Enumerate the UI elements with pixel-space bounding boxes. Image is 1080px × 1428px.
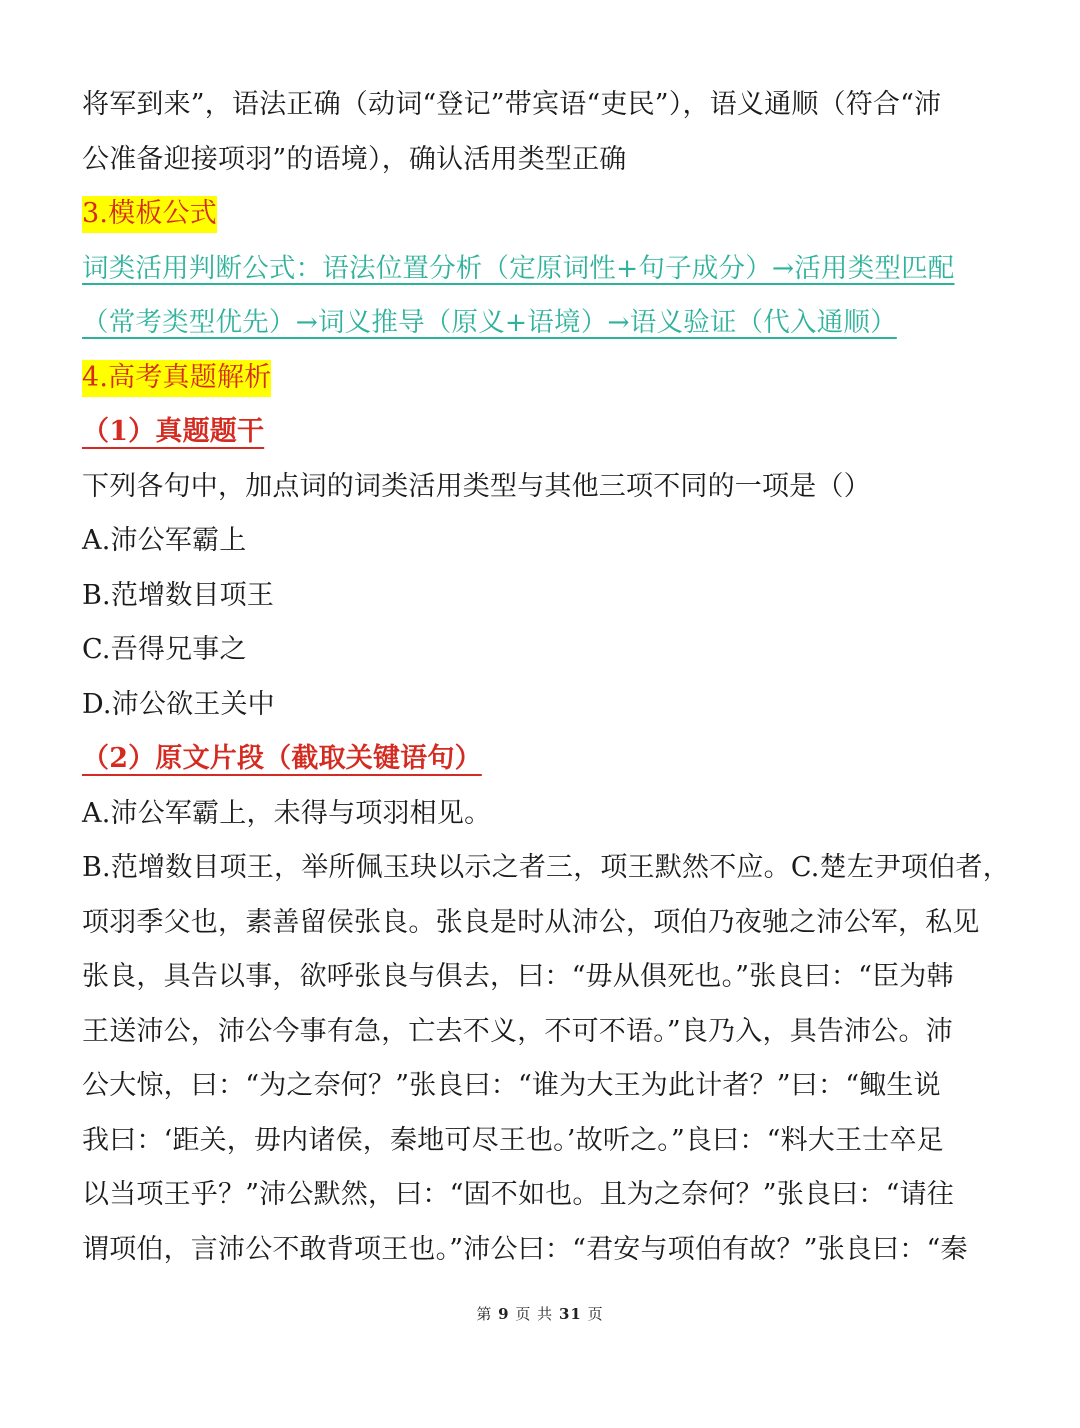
source-line: 谓项伯，言沛公不敢背项王也。”沛公曰：“君安与项伯有故？”张良曰：“秦: [82, 1233, 968, 1265]
section-3-heading: 3.模板公式: [82, 196, 217, 233]
option-d: D.沛公欲王关中: [82, 688, 275, 720]
source-line: B.范增数目项王，举所佩玉玦以示之者三，项王默然不应。C.楚左尹项伯者，: [82, 852, 1010, 883]
source-line: 我曰：‘距关，毋内诸侯，秦地可尽王也。’故听之。”良曰：“料大王士卒足: [82, 1124, 944, 1156]
source-line: 项羽季父也，素善留侯张良。张良是时从沛公，项伯乃夜驰之沛公军，私见: [82, 906, 980, 938]
source-heading-row: [82, 732, 1002, 787]
source-line: 以当项王乎？”沛公默然，曰：“固不如也。且为之奈何？”张良曰：“请往: [82, 1179, 955, 1210]
option-c: C.吾得兄事之: [82, 634, 247, 665]
section-4-heading: 4.高考真题解析: [82, 360, 271, 397]
footer-page-number: 9: [498, 1305, 510, 1323]
footer-suffix: 页: [587, 1305, 604, 1323]
footer-prefix: 第: [476, 1305, 493, 1323]
section-3-heading-row: [82, 187, 1002, 242]
question-stem: 下列各句中，加点词的词类活用类型与其他三项不同的一项是（）: [82, 470, 871, 502]
source-line: 王送沛公，沛公今事有急，亡去不义，不可不语。”良乃入，具告沛公。沛: [82, 1015, 953, 1047]
source-a: A.沛公军霸上，未得与项羽相见。: [82, 797, 492, 829]
section-4-heading-row: [82, 351, 1002, 406]
source-line: 公大惊，曰：“为之奈何？”张良曰：“谁为大王为此计者？”曰：“鲰生说: [82, 1070, 941, 1101]
option-a: A.沛公军霸上: [82, 525, 247, 556]
intro-line-2: 公准备迎接项羽”的语境），确认活用类型正确: [82, 143, 627, 175]
page-footer: [0, 1303, 1080, 1324]
footer-middle: 页 共: [515, 1305, 554, 1323]
question-heading: （1）真题题干: [82, 416, 265, 447]
source-heading: （2）原文片段（截取关键语句）: [82, 743, 482, 774]
source-line: 张良，具告以事，欲呼张良与俱去，曰：“毋从俱死也。”张良曰：“臣为韩: [82, 961, 954, 992]
document-page: [82, 78, 1010, 1277]
formula-line-2: （常考类型优先）→词义推导（原义+语境）→语义验证（代入通顺）: [82, 307, 897, 338]
footer-total-pages: 31: [558, 1305, 582, 1323]
option-b: B.范增数目项王: [82, 579, 275, 611]
question-heading-row: [82, 405, 1002, 460]
formula-line-1: 词类活用判断公式：语法位置分析（定原词性+句子成分）→活用类型匹配: [82, 252, 955, 284]
intro-line-1: 将军到来”，语法正确（动词“登记”带宾语“吏民”），语义通顺（符合“沛: [82, 89, 942, 120]
